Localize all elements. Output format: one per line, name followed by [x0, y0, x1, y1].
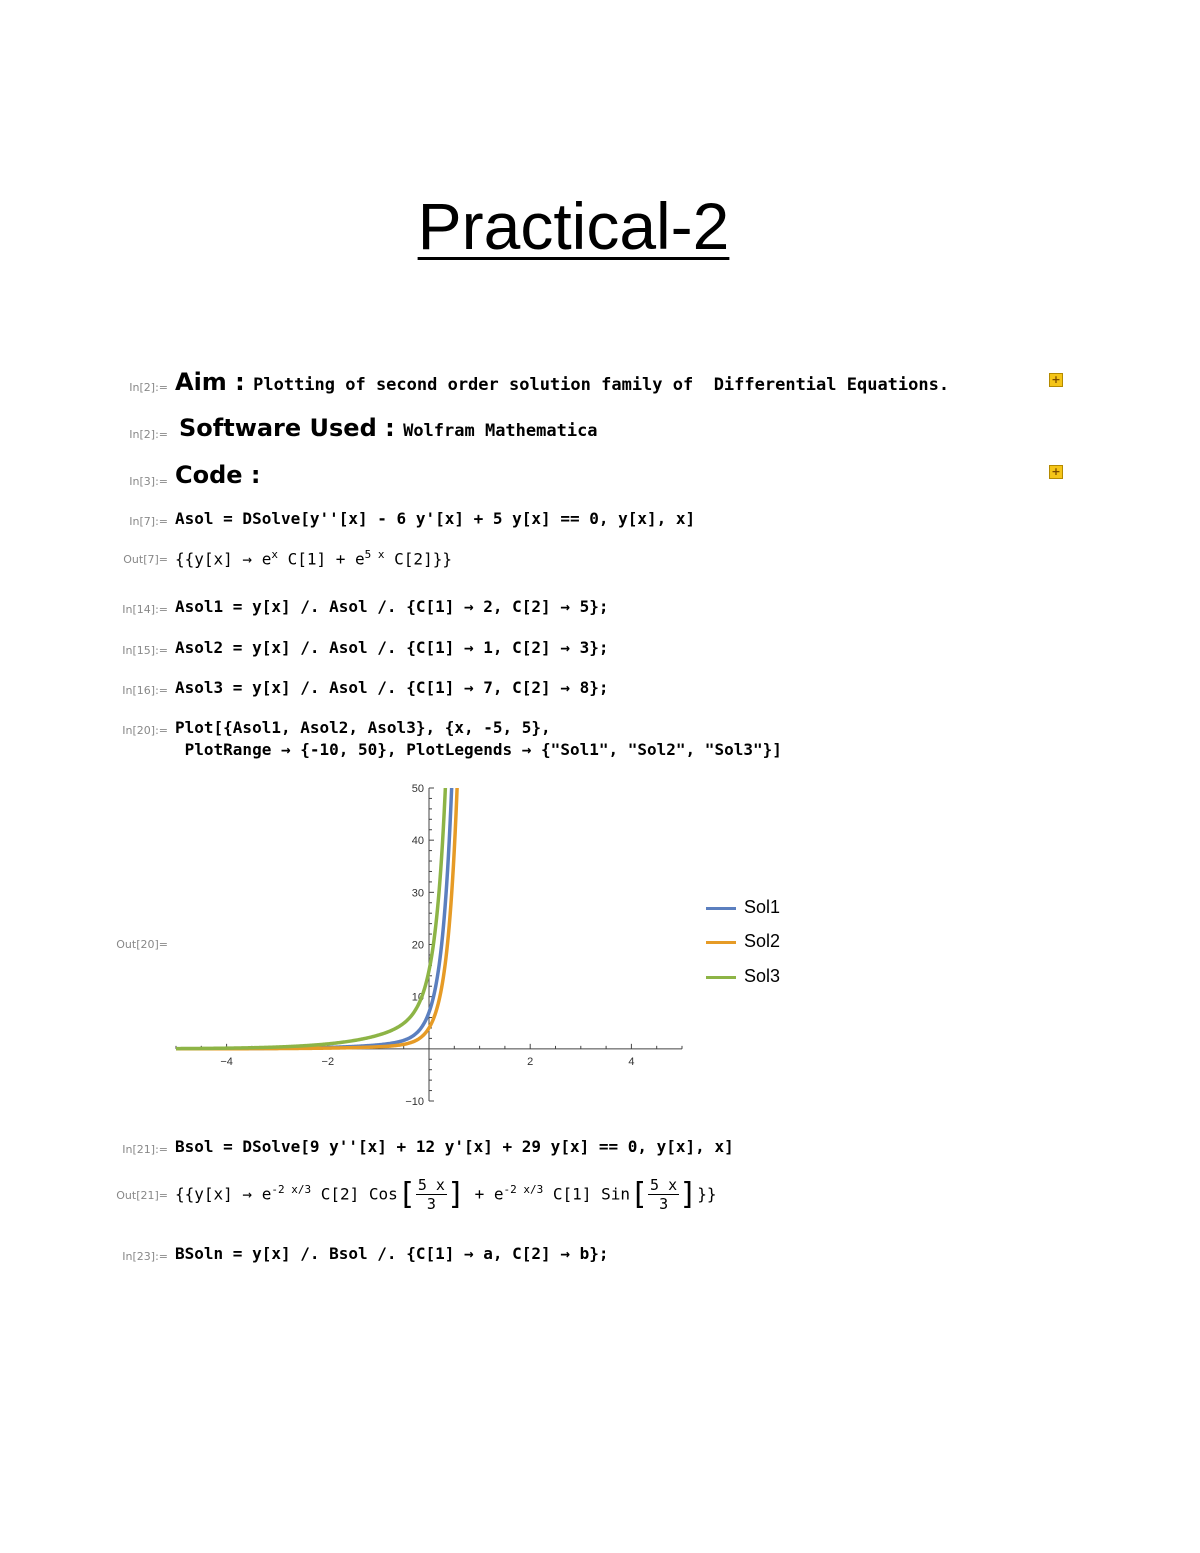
output-text: C[2]}} [384, 549, 452, 569]
cell-label: In[2]:= [129, 381, 168, 394]
legend-label: Sol3 [744, 966, 781, 986]
x-tick-label: 2 [527, 1055, 534, 1068]
cell-label: In[16]:= [122, 684, 168, 697]
y-tick-label: 40 [411, 835, 424, 848]
denominator: 3 [659, 1195, 669, 1214]
code-line: Plot[{Asol1, Asol2, Asol3}, {x, -5, 5}, [175, 718, 551, 737]
y-tick-label: −10 [405, 1096, 424, 1108]
cell-label: In[14]:= [122, 603, 168, 616]
output-text: + e [465, 1184, 504, 1204]
y-tick-label: 30 [411, 887, 424, 900]
cell-label: Out[21]= [116, 1189, 168, 1202]
bracket: [ [629, 1176, 649, 1212]
input-cell-15[interactable]: Asol2 = y[x] /. Asol /. {C[1] → 1, C[2] → 3}; [175, 638, 609, 657]
cell-label: In[20]:= [122, 724, 168, 737]
output-text: {{y[x] → e [175, 549, 272, 569]
input-cell-16[interactable]: Asol3 = y[x] /. Asol /. {C[1] → 7, C[2] → 8}; [175, 678, 609, 697]
legend-label: Sol1 [744, 897, 781, 917]
output-cell-7[interactable] [175, 544, 452, 570]
exponent: -2 x/3 [503, 1183, 544, 1196]
plus-icon[interactable]: + [1049, 373, 1063, 387]
plus-icon[interactable]: + [1049, 465, 1063, 479]
output-text: C[1] Sin [543, 1184, 630, 1204]
cell-label: In[7]:= [129, 515, 168, 528]
legend-item [706, 897, 780, 918]
input-cell-20[interactable] [175, 717, 782, 761]
legend-item [706, 966, 780, 987]
output-cell-21[interactable] [175, 1167, 716, 1218]
numerator: 5 x [650, 1176, 678, 1195]
solution-plot[interactable] [170, 775, 700, 1115]
output-text: C[2] Cos [311, 1184, 398, 1204]
software-heading: Software Used : [179, 414, 395, 442]
legend-swatch [706, 941, 736, 944]
fraction [648, 1176, 679, 1213]
numerator: 5 x [417, 1176, 445, 1195]
aim-cell[interactable] [175, 368, 949, 399]
software-text: Wolfram Mathematica [403, 421, 598, 441]
legend-swatch [706, 907, 736, 910]
cell-label: In[15]:= [122, 644, 168, 657]
y-tick-label: 50 [411, 783, 424, 795]
exponent: x [271, 548, 278, 561]
y-tick-label: 10 [411, 991, 424, 1004]
legend-label: Sol2 [744, 931, 781, 951]
cell-label: In[3]:= [129, 475, 168, 488]
y-tick-label: 20 [411, 939, 424, 952]
cell-label: Out[7]= [123, 553, 168, 566]
exponent: 5 x [364, 548, 385, 561]
input-cell-21[interactable]: Bsol = DSolve[9 y''[x] + 12 y'[x] + 29 y[x] == 0, y[x], x] [175, 1137, 734, 1156]
legend-swatch [706, 976, 736, 979]
output-text: }} [697, 1184, 717, 1204]
code-heading[interactable]: Code : [175, 461, 261, 489]
input-cell-23[interactable]: BSoln = y[x] /. Bsol /. {C[1] → a, C[2] → b}; [175, 1244, 609, 1263]
bracket: ] [679, 1176, 698, 1212]
aim-heading: Aim : [175, 368, 245, 396]
bracket: ] [446, 1176, 465, 1212]
page-title: Practical-2 [417, 189, 730, 263]
cell-label: In[2]:= [129, 428, 168, 441]
input-cell-14[interactable]: Asol1 = y[x] /. Asol /. {C[1] → 2, C[2] → 5}; [175, 597, 609, 616]
x-tick-label: 4 [628, 1055, 635, 1068]
denominator: 3 [426, 1195, 436, 1214]
fraction [416, 1176, 447, 1213]
input-cell-7[interactable]: Asol = DSolve[y''[x] - 6 y'[x] + 5 y[x] == 0, y[x], x] [175, 509, 696, 528]
aim-text: Plotting of second order solution family of Differential Equations. [253, 375, 950, 395]
software-cell[interactable] [179, 414, 598, 445]
x-tick-label: −2 [321, 1055, 335, 1068]
output-text: C[1] + e [277, 549, 365, 569]
bracket: [ [397, 1176, 416, 1212]
legend-item [706, 931, 780, 952]
cell-label: In[23]:= [122, 1250, 168, 1263]
code-line: PlotRange → {-10, 50}, PlotLegends → {"Sol1", "Sol2", "Sol3"}] [175, 740, 782, 759]
x-tick-label: −4 [220, 1055, 233, 1068]
cell-label: Out[20]= [116, 938, 168, 951]
exponent: -2 x/3 [271, 1183, 312, 1196]
cell-label: In[21]:= [122, 1143, 168, 1156]
output-text: {{y[x] → e [175, 1184, 272, 1204]
